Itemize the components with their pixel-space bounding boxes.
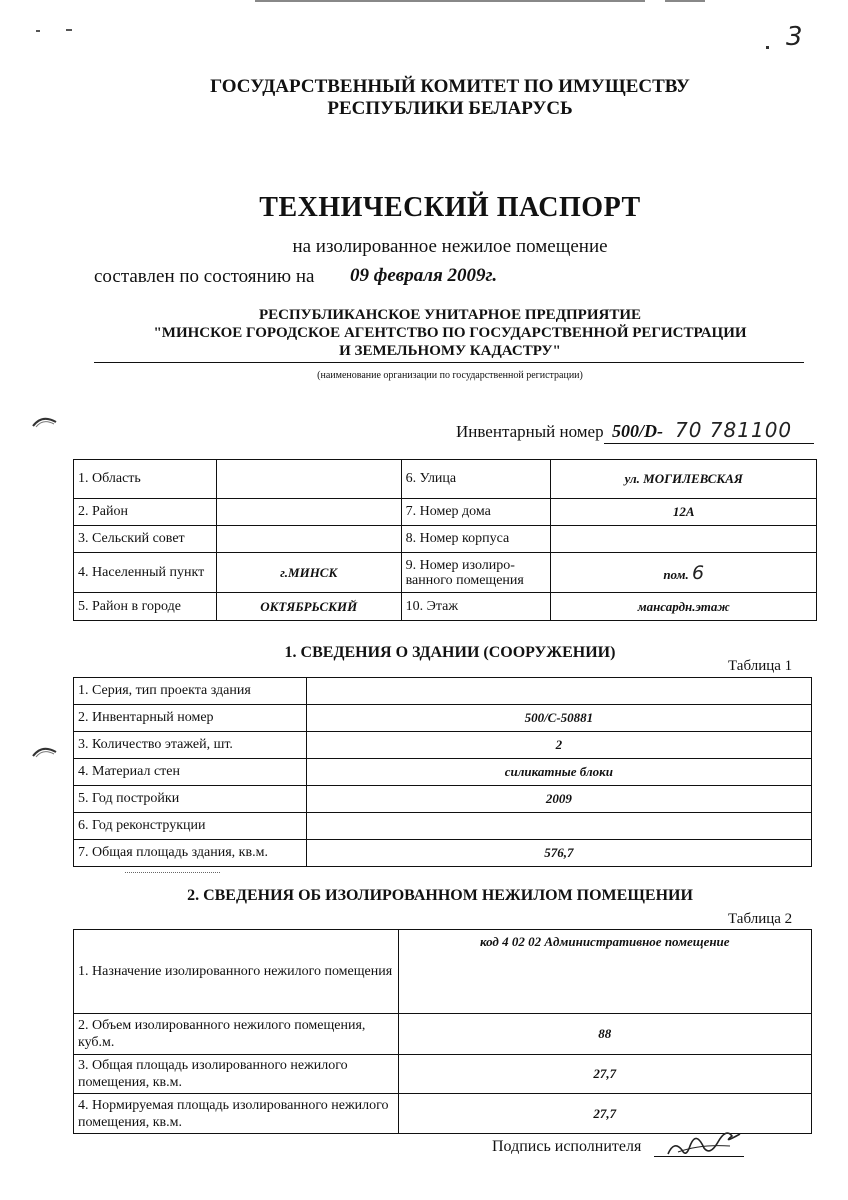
premises-normed-area-value: 27,7 [398, 1094, 811, 1134]
organization-line-2: "МИНСКОЕ ГОРОДСКОЕ АГЕНТСТВО ПО ГОСУДАРСТВЕННОЙ РЕГИСТРАЦИИ [153, 325, 747, 341]
building-number-value [551, 526, 817, 553]
hole-punch-mark-2 [30, 740, 60, 762]
scan-noise [125, 872, 220, 876]
scan-speck-1 [36, 30, 40, 32]
reconstruction-year-value [306, 813, 811, 840]
date-value: 09 февраля 2009г. [350, 265, 498, 286]
building-inventory-label: 2. Инвентарный номер [74, 705, 307, 732]
locality-value: г.МИНСК [216, 553, 401, 593]
construction-year-label: 5. Год постройки [74, 786, 307, 813]
region-value [216, 460, 401, 499]
premises-purpose-label: 1. Назначение изолированного нежилого помещения [74, 930, 399, 1014]
total-area-value: 576,7 [306, 840, 811, 867]
table-row [74, 759, 812, 786]
floors-count-value: 2 [306, 732, 811, 759]
signature-label: Подпись исполнителя [492, 1138, 642, 1155]
organization-underline [94, 362, 804, 363]
inventory-underline [604, 443, 814, 444]
city-district-label: 5. Район в городе [74, 593, 217, 621]
locality-label: 4. Населенный пункт [74, 553, 217, 593]
section2-title: 2. СВЕДЕНИЯ ОБ ИЗОЛИРОВАННОМ НЕЖИЛОМ ПОМЕЩЕНИИ [187, 887, 693, 904]
room-number-handwritten: 6 [691, 561, 705, 584]
project-series-label: 1. Серия, тип проекта здания [74, 678, 307, 705]
table2-label: Таблица 2 [728, 911, 793, 927]
room-number-cell [551, 553, 817, 593]
building-info-table [73, 677, 812, 867]
room-number-prefix: пом. [663, 566, 689, 582]
street-label: 6. Улица [401, 460, 551, 499]
building-number-label: 8. Номер корпуса [401, 526, 551, 553]
floors-count-label: 3. Количество этажей, шт. [74, 732, 307, 759]
table-row [74, 526, 817, 553]
wall-material-label: 4. Материал стен [74, 759, 307, 786]
project-series-value [306, 678, 811, 705]
table-row [74, 705, 812, 732]
table-row [74, 499, 817, 526]
address-table [73, 459, 817, 621]
table-row [74, 786, 812, 813]
table-row [74, 813, 812, 840]
table-row [74, 840, 812, 867]
room-number-label: 9. Номер изолиро-ванного помещения [401, 553, 551, 593]
building-inventory-value: 500/C-50881 [306, 705, 811, 732]
house-number-value: 12А [551, 499, 817, 526]
city-district-value: ОКТЯБРЬСКИЙ [216, 593, 401, 621]
date-label: составлен по состоянию на [94, 266, 315, 287]
scan-top-rule-2 [665, 0, 705, 2]
table-row [74, 678, 812, 705]
premises-purpose-value: код 4 02 02 Административное помещение [398, 930, 811, 1014]
inventory-handwritten: 70 781100 [675, 418, 793, 442]
village-council-value [216, 526, 401, 553]
document-subtitle: на изолированное нежилое помещение [292, 236, 608, 257]
document-title: ТЕХНИЧЕСКИЙ ПАСПОРТ [259, 192, 641, 223]
table-row [74, 1055, 812, 1094]
inventory-printed: 500/D- [612, 421, 663, 441]
total-area-label: 7. Общая площадь здания, кв.м. [74, 840, 307, 867]
scan-top-rule [255, 0, 645, 2]
premises-info-table [73, 929, 812, 1134]
construction-year-value: 2009 [306, 786, 811, 813]
header-line-2: РЕСПУБЛИКИ БЕЛАРУСЬ [327, 98, 573, 119]
house-number-label: 7. Номер дома [401, 499, 551, 526]
district-value [216, 499, 401, 526]
street-value: ул. МОГИЛЕВСКАЯ [551, 460, 817, 499]
premises-volume-label: 2. Объем изолированного нежилого помещения, куб.м. [74, 1014, 399, 1055]
district-label: 2. Район [74, 499, 217, 526]
organization-line-1: РЕСПУБЛИКАНСКОЕ УНИТАРНОЕ ПРЕДПРИЯТИЕ [258, 307, 642, 323]
organization-line-3: И ЗЕМЕЛЬНОМУ КАДАСТРУ" [339, 343, 561, 359]
scan-speck-2 [66, 29, 72, 31]
table-row [74, 460, 817, 499]
page-number-mark: 3 [786, 22, 803, 52]
section1-title: 1. СВЕДЕНИЯ О ЗДАНИИ (СООРУЖЕНИИ) [284, 644, 616, 661]
floor-label: 10. Этаж [401, 593, 551, 621]
premises-normed-area-label: 4. Нормируемая площадь изолированного нежилого помещения, кв.м. [74, 1094, 399, 1134]
premises-total-area-label: 3. Общая площадь изолированного нежилого помещения, кв.м. [74, 1055, 399, 1094]
table-row [74, 553, 817, 593]
region-label: 1. Область [74, 460, 217, 499]
village-council-label: 3. Сельский совет [74, 526, 217, 553]
floor-value: мансардн.этаж [551, 593, 817, 621]
premises-volume-value: 88 [398, 1014, 811, 1055]
scan-speck-3 [766, 46, 769, 49]
signature-scribble [660, 1122, 750, 1162]
table-row [74, 593, 817, 621]
wall-material-value: силикатные блоки [306, 759, 811, 786]
organization-caption: (наименование организации по государственной регистрации) [317, 370, 583, 381]
premises-total-area-value: 27,7 [398, 1055, 811, 1094]
table1-label: Таблица 1 [728, 658, 793, 674]
hole-punch-mark-1 [30, 410, 60, 432]
header-line-1: ГОСУДАРСТВЕННЫЙ КОМИТЕТ ПО ИМУЩЕСТВУ [210, 76, 690, 97]
table-row [74, 732, 812, 759]
table-row [74, 1014, 812, 1055]
reconstruction-year-label: 6. Год реконструкции [74, 813, 307, 840]
table-row [74, 930, 812, 1014]
inventory-label: Инвентарный номер [456, 422, 604, 441]
